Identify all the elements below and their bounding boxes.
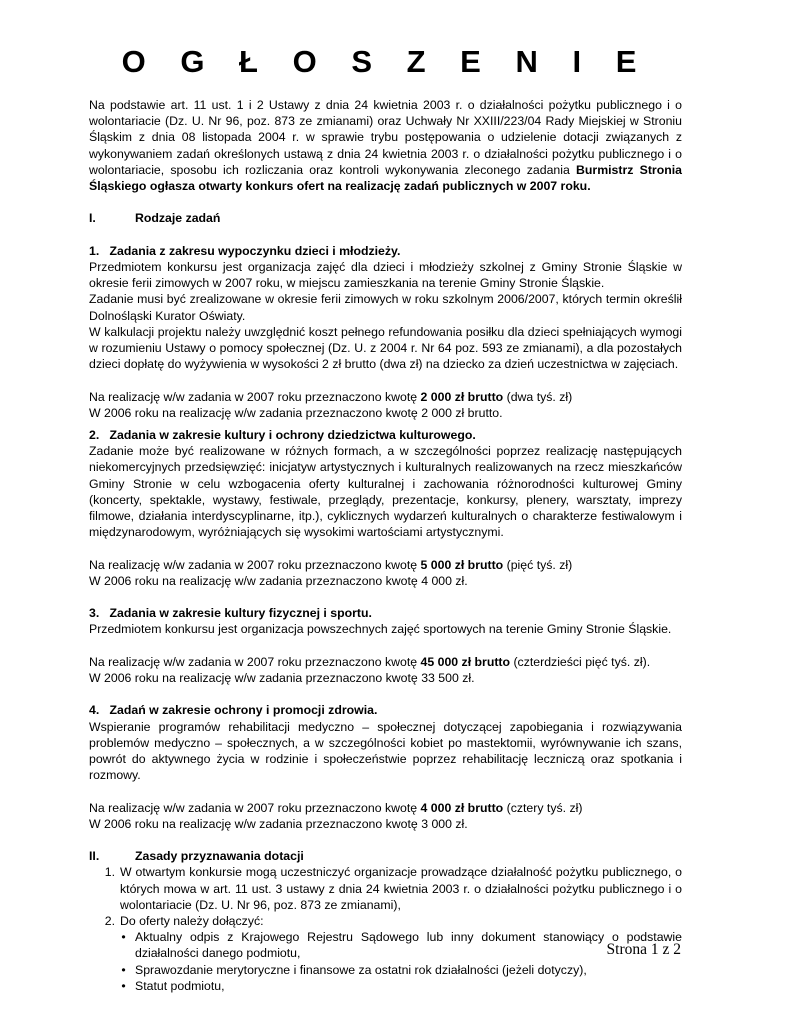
task-3-funding-amount: 45 000 zł brutto — [420, 654, 511, 669]
task-1-paragraph-2: Zadanie musi być zrealizowane w okresie ferii zimowych w roku szkolnym 2006/2007, których termin określił Dolnośląski Kurator Oświaty. — [89, 292, 682, 323]
task-2-funding-post: (pięć tyś. zł) — [503, 557, 573, 572]
task-1-funding-pre: Na realizację w/w zadania w 2007 roku przeznaczono kwotę — [89, 389, 421, 404]
rule-item — [89, 913, 682, 929]
task-2-previous-funding: W 2006 roku na realizację w/w zadania przeznaczono kwotę 4 000 zł. — [89, 573, 468, 588]
task-1-previous-funding: W 2006 roku na realizację w/w zadania przeznaczono kwotę 2 000 zł brutto. — [89, 405, 503, 420]
task-3-funding-pre: Na realizację w/w zadania w 2007 roku przeznaczono kwotę — [89, 654, 421, 669]
task-2-funding — [89, 557, 682, 573]
rule-item — [89, 864, 682, 913]
task-3-heading: 3. Zadania w zakresie kultury fizycznej i sportu. — [89, 606, 372, 621]
task-2-paragraph-1: Zadanie może być realizowane w różnych formach, a w szczególności poprzez realizację następujących niekomercyjnych przedsięwzięć: inicjatyw artystycznych i kulturalnych realizowanych na rzecz mieszkańców Gminy Stronie w celu wzbogacenia oferty kulturalnej i zachowania różnorodności kulturowej Gminy (koncerty, spektakle, wystawy, festiwale, przeglądy, prezentacje, konkursy, plenery, warsztaty, imprezy filmowe, działania interdyscyplinarne, itp.), cyklicznych wydarzeń kulturalnych o charakterze festiwalowym i międzynarodowym, wyróżniających się wysokimi wartościami artystycznymi. — [89, 444, 682, 540]
document-title: O G Ł O S Z E N I E — [121, 44, 650, 79]
attachment-text: Sprawozdanie merytoryczne i finansowe za ostatni rok działalności (jeżeli dotyczy), — [135, 962, 587, 977]
task-4-funding-pre: Na realizację w/w zadania w 2007 roku przeznaczono kwotę — [89, 800, 421, 815]
intro-announcement: Burmistrz Stronia Śląskiego ogłasza otwarty konkurs ofert na realizację zadań publicznych w 2007 roku. — [89, 162, 682, 194]
section-1-title: Rodzaje zadań — [135, 211, 221, 226]
task-4-heading: 4. Zadań w zakresie ochrony i promocji zdrowia. — [89, 703, 378, 718]
task-2-funding-amount: 5 000 zł brutto — [420, 557, 504, 572]
task-1-funding — [89, 389, 682, 405]
bullet-icon: • — [121, 930, 126, 945]
task-1-paragraph-3: W kalkulacji projektu należy uwzględnić koszt pełnego refundowania posiłku dla dzieci spełniających wymogi w rozumieniu Ustawy o pomocy społecznej (Dz. U. z 2004 r. Nr 64 poz. 593 ze zmianami), a dla pozostałych dzieci dopłatę do wyżywienia w wysokości 2 zł brutto (dwa zł) na dziecko za dzień uczestnictwa w zajęciach. — [89, 324, 682, 372]
task-2-funding-pre: Na realizację w/w zadania w 2007 roku przeznaczono kwotę — [89, 557, 421, 572]
intro-paragraph — [89, 97, 682, 194]
document-body — [89, 97, 682, 994]
bullet-icon: • — [121, 962, 126, 977]
task-3-funding-post: (czterdzieści pięć tyś. zł). — [510, 654, 651, 669]
task-1-funding-amount: 2 000 zł brutto — [420, 389, 504, 404]
task-4-funding-amount: 4 000 zł brutto — [420, 800, 504, 815]
rule-number: 2. — [104, 914, 115, 929]
task-3-funding — [89, 654, 682, 670]
intro-text: Na podstawie art. 11 ust. 1 i 2 Ustawy z dnia 24 kwietnia 2003 r. o działalności pożytku publicznego i o wolontariacie (Dz. U. Nr 96, poz. 873 ze zmianami) oraz Uchwały Nr XXIII/223/04 Rady Miejskiej w Stroniu Śląskim z dnia 08 listopada 2004 r. w sprawie trybu postępowania o udzielenie dotacji związanych z wykonywaniem zadań określonych ustawą z dnia 24 kwietnia 2003 r. o działalności pożytku publicznego i o wolontariacie, sposobu ich rozliczania oraz kontroli wykonywania zleconego zadania — [89, 98, 682, 177]
task-4-funding — [89, 800, 682, 816]
attachments-list — [89, 929, 682, 994]
rules-list — [89, 864, 682, 929]
attachment-text: Aktualny odpis z Krajowego Rejestru Sądowego lub inny dokument stanowiący o podstawie działalności danego podmiotu, — [135, 930, 682, 961]
task-4-funding-post: (cztery tyś. zł) — [503, 800, 583, 815]
section-2-title: Zasady przyznawania dotacji — [135, 849, 304, 864]
task-4-previous-funding: W 2006 roku na realizację w/w zadania przeznaczono kwotę 3 000 zł. — [89, 816, 468, 831]
section-1-heading — [89, 210, 682, 226]
section-2-number: II. — [89, 849, 100, 864]
attachment-text: Statut podmiotu, — [135, 978, 225, 993]
page-number: Strona 1 z 2 — [606, 941, 681, 958]
task-3-previous-funding: W 2006 roku na realizację w/w zadania przeznaczono kwotę 33 500 zł. — [89, 671, 475, 686]
attachment-item — [112, 929, 682, 961]
rule-text: Do oferty należy dołączyć: — [120, 914, 264, 929]
task-2-heading: 2. Zadania w zakresie kultury i ochrony dziedzictwa kulturowego. — [89, 428, 476, 443]
section-2-heading — [89, 848, 682, 864]
task-3-paragraph-1: Przedmiotem konkursu jest organizacja powszechnych zajęć sportowych na terenie Gminy Stronie Śląskie. — [89, 622, 672, 637]
bullet-icon: • — [121, 978, 126, 993]
attachment-item — [112, 978, 682, 994]
rule-number: 1. — [104, 865, 115, 880]
task-4-paragraph-1: Wspieranie programów rehabilitacji medyczno – społecznej dotyczącej zapobiegania i rozwiązywania problemów medyczno – społecznych, a w szczególności kobiet po mastektomii, wyrównywanie ich szans, powrót do aktywnego życia w rodzinie i społeczeństwie poprzez rehabilitację leczniczą oraz spotkania i rozmowy. — [89, 719, 682, 783]
task-1-paragraph-1: Przedmiotem konkursu jest organizacja zajęć dla dzieci i młodzieży szkolnej z Gminy Stronie Śląskie w okresie ferii zimowych w 2007 roku, w miejscu zamieszkania na terenie Gminy Stronie Śląskie. — [89, 260, 682, 291]
section-1-number: I. — [89, 211, 96, 226]
rule-text: W otwartym konkursie mogą uczestniczyć organizacje prowadzące działalność pożytku publicznego, o których mowa w art. 11 ust. 3 ustawy z dnia 24 kwietnia 2003 r. o działalności pożytku publicznego i o wolontariacie (Dz. U. Nr 96, poz. 873 ze zmianami), — [120, 865, 682, 912]
task-1-heading: 1. Zadania z zakresu wypoczynku dzieci i młodzieży. — [89, 243, 401, 258]
attachment-item — [112, 962, 682, 978]
task-1-funding-post: (dwa tyś. zł) — [503, 389, 573, 404]
